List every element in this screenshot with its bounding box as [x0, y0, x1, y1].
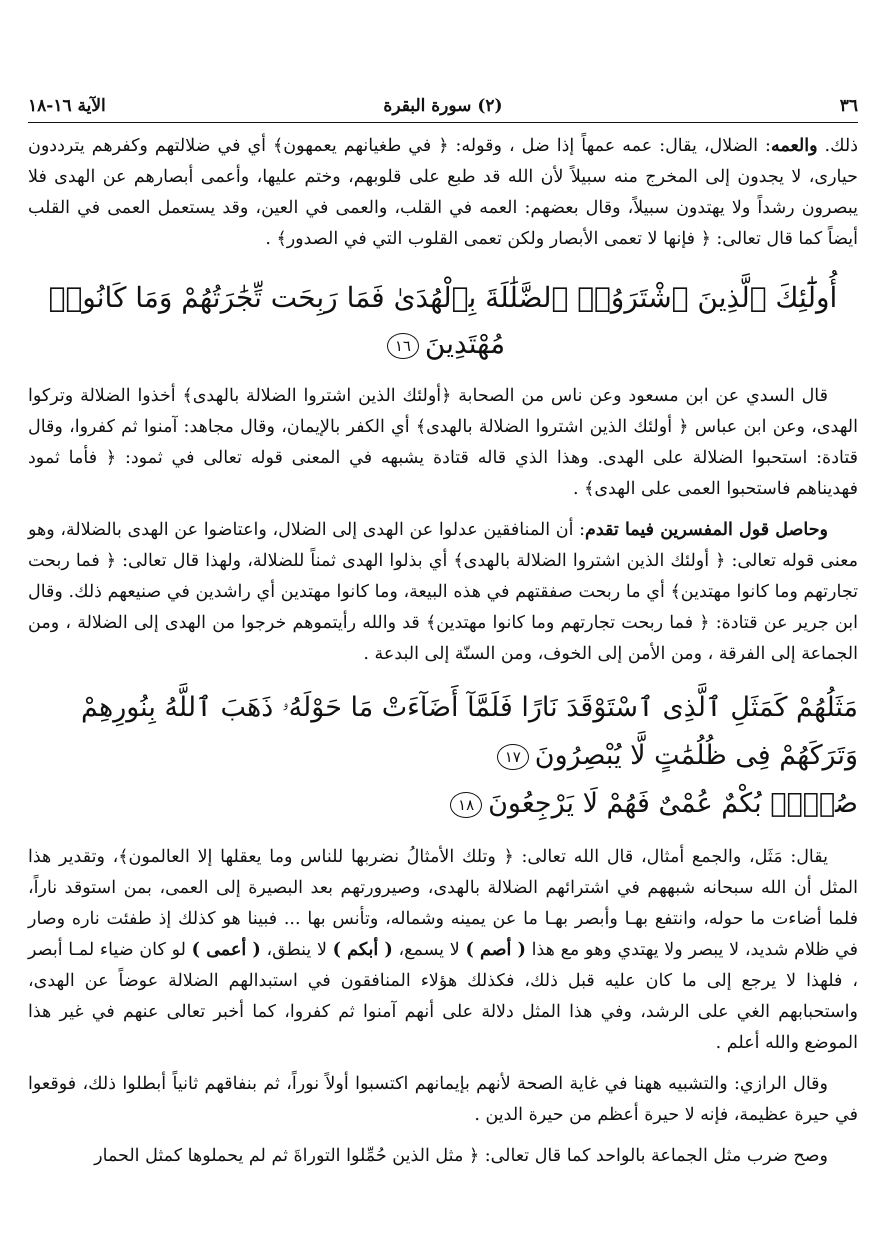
paragraph-1-text: : الضلال، يقال: عمه عمهاً إذا ضل ، وقوله: ﴿ في طغيانهم يعمهون﴾ أي في ضلالتهم وكفرهم يترددون حيارى، لا يجدون إلى المخرج منه سبيلاً لأن الله قد طبع على قلوبهم، وختم عليها، وأعمى أبصارهم عن الهدى فلا يبصرون رشداً ولا يهتدون سبيلاً، وقال بعضهم: العمه في القلب، والعمى في العين، وقد يستعمل العمى في القلب أيضاً كما قال تعالى: ﴿ فإنها لا تعمى الأبصار ولكن تعمى القلوب التي في الصدور﴾ . — [28, 136, 858, 249]
commentary-paragraph-5: وقال الرازي: والتشبيه ههنا في غاية الصحة لأنهم بإيمانهم اكتسبوا أولاً نوراً، ثم بنفاقهم ثانياً أبطلوا ذلك، فوقعوا في حيرة عظيمة، فإنه لا حيرة أعظم من حيرة الدين . — [28, 1074, 858, 1125]
ayah-range: الآية ١٦-١٨ — [28, 96, 106, 116]
book-page — [28, 92, 858, 1222]
commentary-paragraph-3 — [28, 515, 858, 670]
paragraph-1-intro: ذلك. — [817, 136, 858, 156]
heading-summary: وحاصل قول المفسرين فيما تقدم — [585, 520, 829, 540]
quran-verse-17 — [28, 684, 858, 780]
verse-18-number: ١٨ — [450, 792, 482, 818]
term-blind: ( أعمى ) — [191, 940, 261, 960]
quran-verses-17-18 — [28, 684, 858, 828]
verse-16-text: أُولَٰٓئِكَ ٱلَّذِينَ ٱشْتَرَوُا۟ ٱلضَّلَٰلَةَ بِٱلْهُدَىٰ فَمَا رَبِحَت تِّجَٰرَتُهُمْ وَمَا كَانُوا۟ مُهْتَدِينَ — [48, 281, 838, 360]
paragraph-4-text-c: لا ينطق، — [260, 940, 333, 960]
surah-title: (٢) سورة البقرة — [383, 96, 503, 116]
page-number: ٣٦ — [839, 96, 858, 116]
paragraph-3-text: : أن المنافقين عدلوا عن الهدى إلى الضلال، واعتاضوا عن الهدى بالضلالة، وهو معنى قوله تعالى: ﴿ أولئك الذين اشتروا الضلالة بالهدى﴾ أي بذلوا الهدى ثمناً للضلالة، ولهذا قال تعالى: ﴿ فما ربحت تجارتهم وما كانوا مهتدين﴾ أي ما ربحت صفقتهم في هذه البيعة، وما كانوا مهتدين أي راشدين في صنيعهم ذلك. وقال ابن جرير عن قتادة: ﴿ فما ربحت تجارتهم وما كانوا مهتدين﴾ قد والله رأيتموهم خرجوا من الهدى إلى الضلالة ، ومن الجماعة إلى الفرقة ، ومن الأمن إلى الخوف، ومن السنّة إلى البدعة . — [28, 520, 858, 664]
verse-16-number: ١٦ — [387, 333, 419, 359]
term-mute: ( أبكم ) — [332, 940, 393, 960]
verse-17-text: مَثَلُهُمْ كَمَثَلِ ٱلَّذِى ٱسْتَوْقَدَ نَارًا فَلَمَّآ أَضَآءَتْ مَا حَوْلَهُۥ ذَهَبَ ٱللَّهُ بِنُورِهِمْ وَتَرَكَهُمْ فِى ظُلُمَٰتٍ لَّا يُبْصِرُونَ — [80, 692, 858, 771]
commentary-paragraph-6: وصح ضرب مثل الجماعة بالواحد كما قال تعالى: ﴿ مثل الذين حُمِّلوا التوراةَ ثم لم يحملوها كمثل الحمار — [94, 1146, 828, 1166]
quran-verse-16 — [28, 275, 858, 367]
verse-17-number: ١٧ — [497, 744, 529, 770]
paragraph-4-text-a: يقال: مَثَل، والجمع أمثال، قال الله تعالى: ﴿ وتلك الأمثالُ نضربها للناس وما يعقلها إلا العالمون﴾، وتقدير هذا المثل أن الله سبحانه شبههم في اشترائهم الضلالة بالهدى، وصيرورتهم بعد البصيرة إلى العمى، بمن استوقد ناراً، فلما أضاءت ما حوله، وانتفع بهـا وأبصر بهـا ما عن يمينه وشماله، وتأنس بها ... فبينا هو كذلك إذ طفئت ناره وصار في ظلام شديد، لا يبصر ولا يهتدي وهو مع هذا — [28, 847, 858, 960]
verse-18-text: صُمٌّۢ بُكْمٌ عُمْىٌ فَهُمْ لَا يَرْجِعُونَ — [488, 788, 858, 819]
page-header — [28, 92, 858, 123]
term-deaf: ( أصم ) — [465, 940, 526, 960]
quran-verse-18 — [28, 780, 858, 828]
paragraph-4-text-d: لو كان ضياء لمـا أبصر ، فلهذا لا يرجع إلى ما كان عليه قبل ذلك، فكذلك هؤلاء المنافقون في استبدالهم الضلالة عوضاً عن الهدى، واستحبابهم الغي على الرشد، وفي هذا المثل دلالة على أنهم آمنوا ثم كفروا، كما أخبر تعالى عنهم في غير هذا الموضع والله أعلم . — [28, 940, 858, 1053]
commentary-paragraph-1 — [28, 131, 858, 255]
commentary-paragraph-4 — [28, 842, 858, 1059]
term-al-amah: والعمه — [770, 136, 818, 156]
commentary-paragraph-2: قال السدي عن ابن مسعود وعن ناس من الصحابة ﴿أولئك الذين اشتروا الضلالة بالهدى﴾ أخذوا الضلالة وتركوا الهدى، وعن ابن عباس ﴿ أولئك الذين اشتروا الضلالة بالهدى﴾ أي الكفر بالإيمان، وقال مجاهد: آمنوا ثم كفروا، وقال قتادة: استحبوا الضلالة على الهدى. وهذا الذي قاله قتادة يشبهه في المعنى قوله تعالى في ثمود: ﴿ فأما ثمود فهديناهم فاستحبوا العمى على الهدى﴾ . — [28, 386, 858, 499]
paragraph-4-text-b: لا يسمع، — [392, 940, 466, 960]
